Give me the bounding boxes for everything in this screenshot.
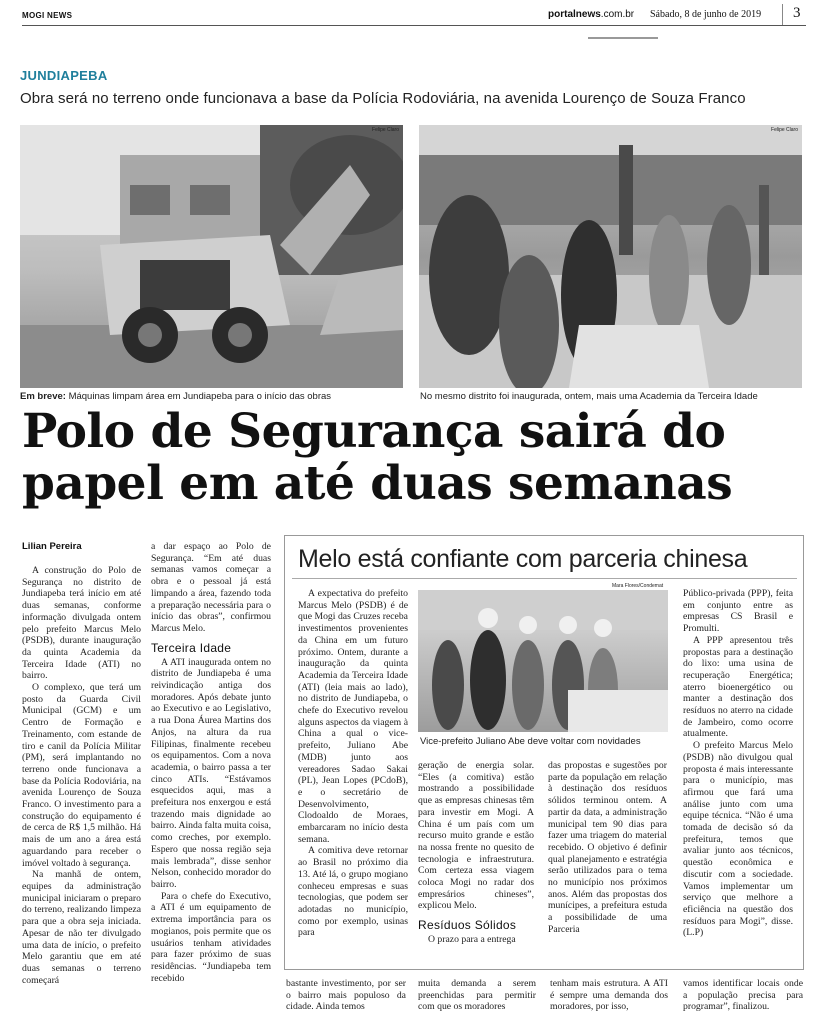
- article-column-1: [22, 565, 141, 986]
- paragraph: O prefeito Marcus Melo (PSDB) não divulgou qual proposta é mais interessante para o município, mas afirmou que fará uma análise junto com uma equipe técnica. “Não é uma tomada de decisão só da prefeitura, temos que avaliar junto aos técnicos, questão econômica e discutir com a sociedade. Vamos implementar um serviço que melhore a eficiência na questão dos resíduos para Mogi”, disse. (L.P): [683, 740, 793, 939]
- sidebar-column-3: [548, 760, 667, 936]
- paragraph: A comitiva deve retornar ao Brasil no próximo dia 13. Até lá, o grupo mogiano conheceu empresas e suas tecnologias, que podem ser adotadas no município, como por exemplo, usinas para: [298, 845, 408, 939]
- paragraph: O prazo para a entrega: [428, 934, 516, 946]
- subtitle: Obra será no terreno onde funcionava a base da Polícia Rodoviária, na avenida Lourenço de Souza Franco: [20, 90, 746, 107]
- section-name: MOGI NEWS: [22, 11, 73, 20]
- sidebar-section-head: Resíduos Sólidos: [418, 918, 517, 933]
- sidebar-column-2: [418, 760, 534, 946]
- site-name[interactable]: [548, 9, 634, 20]
- excavator-illustration: [20, 125, 403, 388]
- paragraph: O complexo, que terá um posto da Guarda Civil Municipal (GCM) e um Centro de Formação e Treinamento, com estande de tiro e canil da Polícia Militar (PM), será implantando no terreno onde funcionava a base da Polícia Rodoviária, na avenida Lourenço de Souza Franco. O investimento para a construção do equipamento é de cerca de R$ 1,5 milhão. Há mais de um ano a área está aguardando para receber o imóvel voltado à segurança.: [22, 682, 141, 869]
- article-bottom-4: vamos identificar locais onde a população precisa para programar”, finalizou.: [683, 978, 803, 1013]
- crowd-illustration: [419, 125, 802, 388]
- paragraph: A construção do Polo de Segurança no distrito de Jundiapeba terá início em até duas semanas, conforme informação divulgada ontem pelo prefeito Marcus Melo (PSDB), durante inauguração da quinta Academia da Terceira Idade (ATI) no bairro.: [22, 565, 141, 682]
- header-divider: [782, 4, 783, 26]
- header-rule: [22, 25, 806, 26]
- sidebar-column-1: [298, 588, 408, 939]
- site-domain: .com.br: [600, 9, 635, 20]
- paragraph: A ATI inaugurada ontem no distrito de Jundiapeba é uma reivindicação antiga dos moradores. Após debate junto ao Executivo e ao Legislativo, a rua Dona Áurea Martins dos Anjos, na altura da rua Filipinas, finalmente recebeu os equipamentos. Com a nova academia, o bairro passa a ter cinco ATIs. “Estávamos esquecidos aqui, mas a prefeitura nos enxergou e está trazendo mais dignidade ao bairro. Ainda falta muita coisa, como creches, por exemplo. Espero que nossa região seja mais lembrada”, disse senhor Nelson, conhecido morador do bairro.: [151, 656, 271, 890]
- photo-credit: Felipe Claro: [771, 127, 798, 133]
- caption-lead: Em breve:: [20, 391, 66, 402]
- sidebar-headline: Melo está confiante com parceria chinesa: [298, 545, 748, 573]
- paragraph: a dar espaço ao Polo de Segurança. “Em até duas semanas vamos começar a obra e o pessoal já está limpando a área, fazendo toda a preparação necessária para o início das obras”, confirmou Marcus Melo.: [151, 541, 271, 634]
- paragraph: A PPP apresentou três propostas para a destinação do lixo: uma usina de recuperação Energética; aterro bioenergético ou manter a destinação dos resíduos no aterro na cidade de Jambeiro, como ocorre atualmente.: [683, 634, 793, 740]
- sidebar-photo: [418, 590, 668, 732]
- photo-excavator: [20, 125, 403, 388]
- article-bottom-3: tenham mais estrutura. A ATI é sempre uma demanda dos moradores, por isso,: [550, 978, 668, 1013]
- page-number: 3: [793, 5, 801, 21]
- paragraph: das propostas e sugestões por parte da população em relação à destinação dos resíduos sólidos terminou ontem. A partir da data, a administração municipal tem 90 dias para fazer uma triagem do material recebido. O objetivo é definir qual planejamento e estratégia serão utilizados para o tema no município nos próximos anos. Além das propostas dos munícipes, a prefeitura estuda a possibilidade de uma Parceria: [548, 760, 667, 935]
- sidebar-rule: [292, 578, 797, 579]
- paragraph: Na manhã de ontem, equipes da administração municipal iniciaram o preparo do terreno, realizando limpeza para que a obra seja iniciada. Apesar de não ter divulgado uma data de início, o prefeito Melo garantiu que em até duas semanas o terreno começará: [22, 869, 141, 986]
- sidebar-column-4: [683, 588, 793, 939]
- photo-caption-left: [20, 391, 331, 402]
- group-illustration: [418, 590, 668, 732]
- caption-text: Máquinas limpam área em Jundiapeba para o início das obras: [65, 391, 332, 402]
- paragraph: A expectativa do prefeito Marcus Melo (PSDB) é de que Mogi das Cruzes receba investimentos provenientes da China em um futuro próximo. Ontem, durante a inauguração da quinta Academia da Terceira Idade (ATI) (leia mais ao lado), no distrito de Jundiapeba, o chefe do Executivo revelou alguns aspectos da viagem à China a qual o vice-prefeito, Juliano Abe (MDB) junto aos vereadores Sadao Sakai (PL), Jean Lopes (PCdoB), e o secretário de Desenvolvimento, Clodoaldo de Moraes, embarcaram no início desta semana.: [298, 588, 408, 845]
- kicker: JUNDIAPEBA: [20, 68, 108, 83]
- article-bottom-2: muita demanda a serem preenchidas para permitir com que os moradores: [418, 978, 536, 1013]
- section-head: Terceira Idade: [151, 640, 232, 655]
- headline: Polo de Segurança sairá do papel em até duas semanas: [22, 404, 733, 511]
- header-tab: [588, 37, 658, 39]
- article-column-2: [151, 541, 271, 984]
- site-brand: portalnews: [548, 9, 601, 20]
- paragraph: Para o chefe do Executivo, a ATI é um equipamento de extrema importância para os mogianos, pois permite que os usuários tenham atividades para fazer próximo de suas residências. “Jundiapeba tem recebido: [151, 890, 271, 984]
- paragraph: geração de energia solar. “Eles (a comitiva) estão mostrando a possibilidade que as empresas chinesas têm para investir em Mogi. A China é um país com um recurso muito grande e estão na nossa frente no quesito de tecnologia e infraestrutura. Com certeza essa viagem coloca Mogi no radar dos empresários chineses”, explicou Melo.: [418, 760, 534, 912]
- photo-academy: [419, 125, 802, 388]
- issue-date: Sábado, 8 de junho de 2019: [650, 9, 762, 20]
- paragraph: Público-privada (PPP), feita em conjunto entre as empresas CS Brasil e Promulti.: [683, 588, 793, 635]
- photo-caption-right: No mesmo distrito foi inaugurada, ontem, mais uma Academia da Terceira Idade: [420, 391, 758, 402]
- photo-credit: Felipe Claro: [372, 127, 399, 133]
- sidebar-photo-caption: Vice-prefeito Juliano Abe deve voltar com novidades: [420, 736, 641, 747]
- photo-credit: Mara Flores/Condemat: [612, 583, 664, 589]
- article-bottom-1: bastante investimento, por ser o bairro mais populoso da cidade. Ainda temos: [286, 978, 406, 1013]
- byline: Lilian Pereira: [22, 541, 82, 552]
